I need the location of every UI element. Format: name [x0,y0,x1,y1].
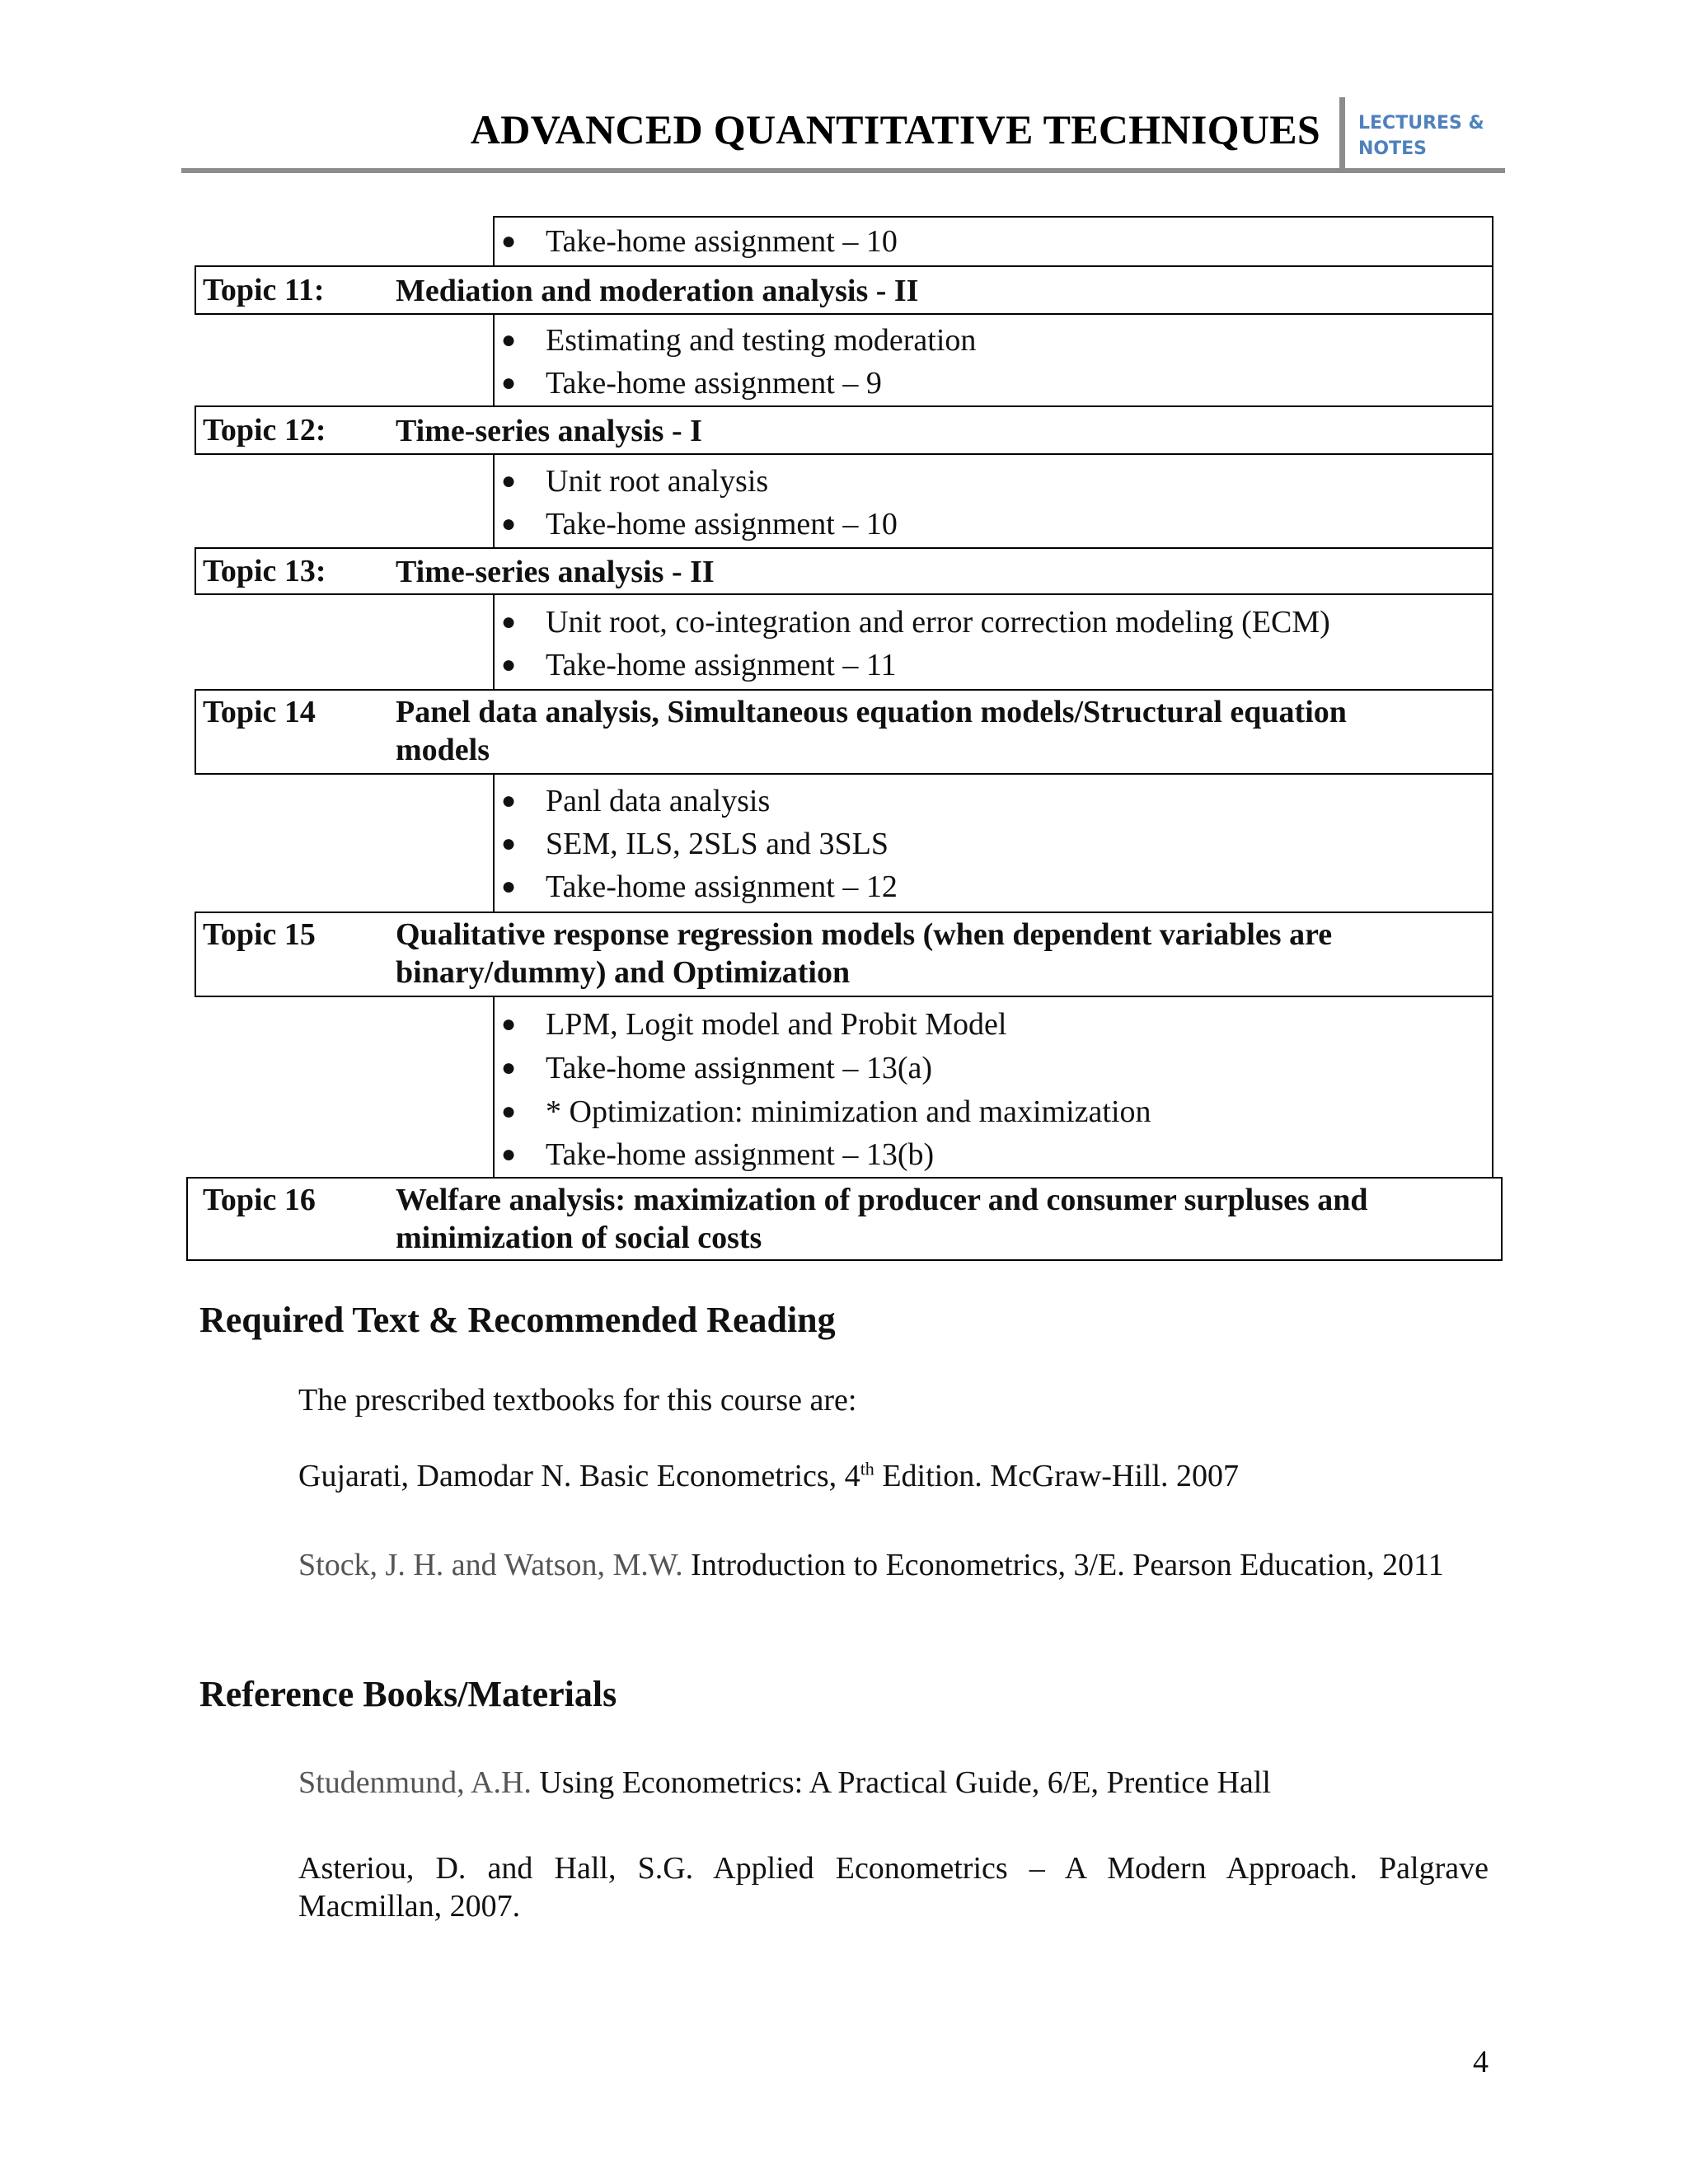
topic-title: Qualitative response regression models (when dependent variables are binary/dummy) and Optimization [396,917,1333,990]
bullet-icon: ● [501,787,517,814]
bullet-icon: ● [501,1054,517,1081]
bullet-icon: ● [501,467,517,494]
intro-text: The prescribed textbooks for this course are: [298,1383,857,1418]
bullet-cell: ● Unit root analysis ● Take-home assignment – 10 [493,453,1493,549]
bullet-icon: ● [501,651,517,678]
topic-label: Topic 11: [203,273,325,307]
bullet-icon: ● [501,830,517,857]
bullet-cell: ● Unit root, co-integration and error correction modeling (ECM) ● Take-home assignment – 11 [493,593,1493,691]
bullet-cell: ● LPM, Logit model and Probit Model ● Take-home assignment – 13(a) ● * Optimization: minimization and maximization ● Take-home assignment – 13(b) [493,996,1493,1179]
bullet-icon: ● [501,369,517,396]
topic-title: Welfare analysis: maximization of producer and consumer surpluses and minimization of social costs [396,1183,1368,1255]
topic-label: Topic 14 [203,695,316,729]
header-divider [1339,97,1345,173]
bullet-icon: ● [501,873,517,900]
reference-entry: Asteriou, D. and Hall, S.G. Applied Econometrics – A Modern Approach. Palgrave Macmillan, 2007. [298,1851,1489,1924]
bullet-icon: ● [501,1141,517,1168]
topic-row [195,265,1493,315]
topic-label: Topic 13: [203,554,326,588]
bullet-icon: ● [501,1010,517,1038]
reference-entry: Studenmund, A.H. Using Econometrics: A Practical Guide, 6/E, Prentice Hall [298,1765,1271,1800]
topic-row [195,912,1493,997]
document-title: ADVANCED QUANTITATIVE TECHNIQUES [470,106,1320,152]
topic-row [195,689,1493,775]
page-number: 4 [1473,2045,1489,2079]
page-header [181,97,1505,173]
topic-title: Time-series analysis - I [396,414,702,448]
topic-row [186,1177,1503,1261]
header-subtitle: LECTURES & NOTES [1358,113,1484,159]
section-heading: Reference Books/Materials [199,1674,617,1714]
topic-label: Topic 15 [203,917,316,952]
bullet-icon: ● [501,1098,517,1125]
topic-row [195,405,1493,455]
section-heading: Required Text & Recommended Reading [199,1300,836,1340]
bullet-cell: ● Estimating and testing moderation ● Take-home assignment – 9 [493,313,1493,407]
topic-label: Topic 12: [203,413,326,448]
reference-entry: Stock, J. H. and Watson, M.W. Introduction to Econometrics, 3/E. Pearson Education, 2011 [298,1548,1444,1582]
topic-title: Panel data analysis, Simultaneous equation models/Structural equation models [396,695,1347,767]
bullet-icon: ● [501,326,517,354]
bullet-icon: ● [501,608,517,635]
topic-title: Mediation and moderation analysis - II [396,274,919,308]
bullet-cell: ● Panl data analysis ● SEM, ILS, 2SLS and 3SLS ● Take-home assignment – 12 [493,773,1493,913]
topic-title: Time-series analysis - II [396,555,715,589]
header-rule [181,168,1505,173]
topic-row [195,547,1493,595]
bullet-icon: ● [501,510,517,537]
topic-label: Topic 16 [203,1183,316,1217]
reference-entry: Gujarati, Damodar N. Basic Econometrics, 4th Edition. McGraw-Hill. 2007 [298,1458,1240,1493]
bullet-icon: ● [501,227,517,255]
bullet-cell: ● Take-home assignment – 10 [493,216,1493,267]
